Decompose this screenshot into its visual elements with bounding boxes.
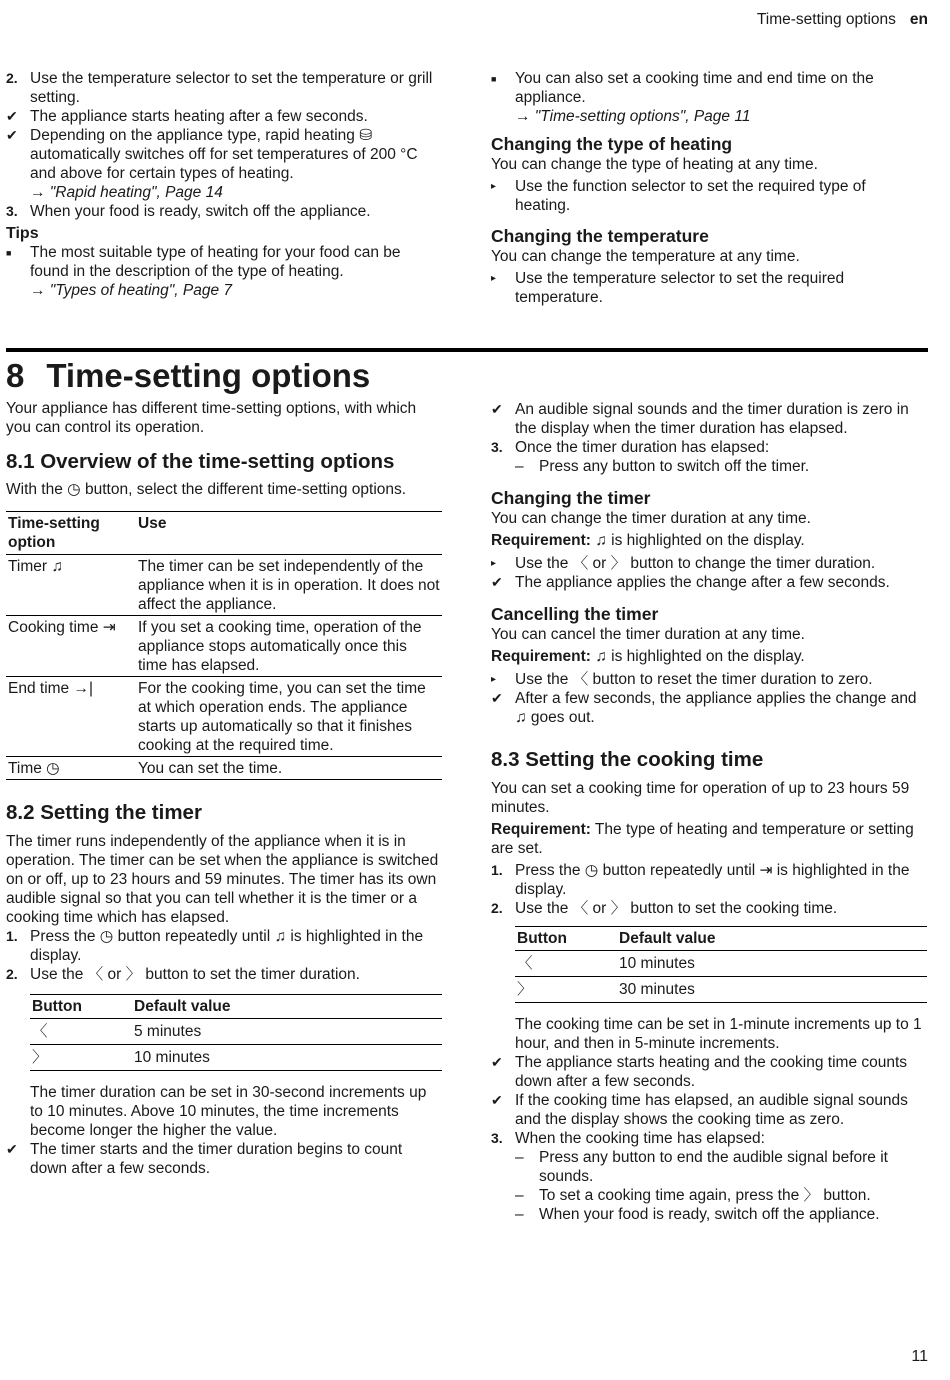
check-icon: ✔ xyxy=(491,690,503,706)
paragraph: You can change the timer duration at any time. xyxy=(491,510,811,527)
step-text: Press the ◷ button repeatedly until ♫ is highlighted in the display. xyxy=(30,928,424,964)
step-2 xyxy=(6,965,442,984)
timer-note: The timer duration can be set in 30-second increments up to 10 minutes. Above 10 minutes, the time increments become longer the higher the value. xyxy=(30,1084,427,1139)
result-item xyxy=(6,107,438,126)
step-number: 3. xyxy=(491,1130,503,1146)
section-8-3-title: 8.3 Setting the cooking time xyxy=(491,748,764,771)
heading-changing-temperature: Changing the temperature xyxy=(491,226,709,246)
arrow-icon: ▸ xyxy=(491,674,497,685)
action-item xyxy=(491,670,927,689)
heading-changing-timer: Changing the timer xyxy=(491,488,651,508)
action-text: Use the 〈 button to reset the timer duration to zero. xyxy=(515,671,873,688)
result-text: Depending on the appliance type, rapid heating ⛁ automatically switches off for set temperatures of 200 °C and above for certain types of heating. xyxy=(30,127,418,182)
cross-reference: → "Rapid heating", Page 14 xyxy=(30,184,223,201)
bullet-icon: ■ xyxy=(6,248,12,258)
dash-marker: – xyxy=(515,458,524,475)
tip-item xyxy=(6,243,438,300)
step-1 xyxy=(6,927,442,965)
tips-label: Tips xyxy=(6,225,39,242)
result-item xyxy=(491,573,927,592)
table-row xyxy=(515,977,927,1003)
result-text: If the cooking time has elapsed, an audible signal sounds and the display shows the cooking time as zero. xyxy=(515,1092,908,1128)
heading-cancelling-timer: Cancelling the timer xyxy=(491,604,659,624)
timer-default-table xyxy=(30,994,442,1071)
action-text: Use the 〈 or 〉 button to change the timer duration. xyxy=(515,555,876,572)
cooking-default-table-wrap xyxy=(491,926,927,1003)
check-icon: ✔ xyxy=(491,401,503,417)
result-item xyxy=(6,126,438,202)
step-text: When your food is ready, switch off the appliance. xyxy=(30,203,371,220)
table-row xyxy=(515,951,927,977)
top-right-column xyxy=(491,69,923,307)
sub-step-text: To set a cooking time again, press the 〉 button. xyxy=(539,1187,871,1204)
requirement-label: Requirement: xyxy=(491,821,591,838)
check-icon: ✔ xyxy=(6,108,18,124)
step-number: 1. xyxy=(491,862,503,878)
bullet-item xyxy=(491,69,923,126)
step-number: 2. xyxy=(6,966,18,982)
paragraph: You can change the temperature at any time. xyxy=(491,248,800,265)
paragraph: You can change the type of heating at any time. xyxy=(491,156,818,173)
section-8-2-title: 8.2 Setting the timer xyxy=(6,801,202,824)
table-cell: Timer ♫ xyxy=(6,555,136,616)
dash-marker: – xyxy=(515,1206,524,1223)
table-cell: If you set a cooking time, operation of the appliance stops automatically once this time has elapsed. xyxy=(136,616,442,677)
result-text: After a few seconds, the appliance applies the change and ♫ goes out. xyxy=(515,690,917,726)
table-row xyxy=(6,677,442,757)
arrow-icon: ▸ xyxy=(491,558,497,569)
sub-step xyxy=(491,1148,927,1186)
table-header: Button xyxy=(30,995,132,1019)
requirement-text: ♫ is highlighted on the display. xyxy=(590,532,805,549)
table-cell: End time →| xyxy=(6,677,136,757)
sub-step xyxy=(491,457,927,476)
section-8-1-text: With the ◷ button, select the different time-setting options. xyxy=(6,481,407,498)
dash-marker: – xyxy=(515,1187,524,1204)
cross-reference: → "Types of heating", Page 7 xyxy=(30,282,232,299)
check-icon: ✔ xyxy=(491,1092,503,1108)
section-8-1-title: 8.1 Overview of the time-setting options xyxy=(6,450,395,473)
action-item xyxy=(491,269,923,307)
step-text: Once the timer duration has elapsed: xyxy=(515,439,770,456)
chapter-title: Time-setting options xyxy=(46,357,371,394)
result-text: An audible signal sounds and the timer duration is zero in the display when the timer duration has elapsed. xyxy=(515,401,909,437)
step-text: When the cooking time has elapsed: xyxy=(515,1130,765,1147)
paragraph: You can cancel the timer duration at any time. xyxy=(491,626,805,643)
table-cell: The timer can be set independently of the appliance when it is in operation. It does not affect the appliance. xyxy=(136,555,442,616)
table-row xyxy=(30,1019,442,1045)
action-text: Use the temperature selector to set the required temperature. xyxy=(515,270,845,306)
step-text: Press the ◷ button repeatedly until ⇥ is highlighted in the display. xyxy=(515,862,910,898)
page-number: 11 xyxy=(911,1348,928,1365)
result-text: The appliance applies the change after a few seconds. xyxy=(515,574,890,591)
table-header: Default value xyxy=(617,927,927,951)
requirement-text: The type of heating and temperature or setting are set. xyxy=(491,821,914,857)
step-number: 3. xyxy=(6,203,18,219)
button-glyph: 〉 xyxy=(515,977,617,1003)
step-2 xyxy=(6,69,438,107)
header-lang: en xyxy=(909,11,928,28)
timer-default-table-wrap xyxy=(6,994,442,1071)
step-number: 2. xyxy=(491,900,503,916)
sub-step-text: When your food is ready, switch off the appliance. xyxy=(539,1206,880,1223)
result-item xyxy=(491,689,927,727)
right-column xyxy=(491,400,927,1224)
result-text: The appliance starts heating after a few seconds. xyxy=(30,108,368,125)
check-icon: ✔ xyxy=(6,127,18,143)
requirement-text: ♫ is highlighted on the display. xyxy=(590,648,805,665)
step-1 xyxy=(491,861,927,899)
result-text: The timer starts and the timer duration begins to count down after a few seconds. xyxy=(30,1141,403,1177)
cooking-note: The cooking time can be set in 1-minute increments up to 1 hour, and then in 5-minute increments. xyxy=(515,1016,922,1052)
arrow-icon: ▸ xyxy=(491,181,497,192)
chapter-heading xyxy=(6,348,928,396)
action-text: Use the function selector to set the required type of heating. xyxy=(515,178,866,214)
button-glyph: 〉 xyxy=(30,1045,132,1071)
sub-step xyxy=(491,1205,927,1224)
table-header: Default value xyxy=(132,995,442,1019)
step-3 xyxy=(6,202,438,221)
sub-step-text: Press any button to switch off the timer. xyxy=(539,458,810,475)
section-8-3-text: You can set a cooking time for operation of up to 23 hours 59 minutes. xyxy=(491,780,910,816)
table-header: Button xyxy=(515,927,617,951)
tip-text: The most suitable type of heating for your food can be found in the description of the type of heating. xyxy=(30,244,401,280)
table-row xyxy=(6,757,442,780)
step-text: Use the 〈 or 〉 button to set the cooking time. xyxy=(515,900,838,917)
table-row xyxy=(30,1045,442,1071)
step-number: 1. xyxy=(6,928,18,944)
step-text: Use the temperature selector to set the temperature or grill setting. xyxy=(30,70,433,106)
top-left-column xyxy=(6,69,438,300)
bullet-text: You can also set a cooking time and end time on the appliance. xyxy=(515,70,874,106)
table-row xyxy=(6,555,442,616)
button-glyph: 〈 xyxy=(515,951,617,977)
requirement xyxy=(491,820,927,858)
step-3 xyxy=(491,1129,927,1148)
result-text: The appliance starts heating and the cooking time counts down after a few seconds. xyxy=(515,1054,908,1090)
requirement xyxy=(491,531,927,550)
running-header xyxy=(757,10,928,29)
step-number: 3. xyxy=(491,439,503,455)
table-cell: 10 minutes xyxy=(617,951,927,977)
overview-table xyxy=(6,511,442,780)
table-header: Use xyxy=(136,512,442,555)
bullet-icon: ■ xyxy=(491,74,497,84)
sub-step-text: Press any button to end the audible signal before it sounds. xyxy=(539,1149,888,1185)
table-cell: 10 minutes xyxy=(132,1045,442,1071)
table-cell: 5 minutes xyxy=(132,1019,442,1045)
sub-step xyxy=(491,1186,927,1205)
table-cell: You can set the time. xyxy=(136,757,442,780)
action-item xyxy=(491,554,927,573)
table-header: Time-setting option xyxy=(6,512,136,555)
requirement-label: Requirement: xyxy=(491,648,591,665)
step-number: 2. xyxy=(6,70,18,86)
heading-changing-heating: Changing the type of heating xyxy=(491,134,733,154)
result-item xyxy=(6,1140,442,1178)
requirement xyxy=(491,647,927,666)
check-icon: ✔ xyxy=(6,1141,18,1157)
left-column xyxy=(6,399,442,1178)
header-title: Time-setting options xyxy=(756,11,896,28)
requirement-label: Requirement: xyxy=(491,532,591,549)
step-3 xyxy=(491,438,927,457)
check-icon: ✔ xyxy=(491,1054,503,1070)
action-item xyxy=(491,177,923,215)
table-cell: 30 minutes xyxy=(617,977,927,1003)
cross-reference: → "Time-setting options", Page 11 xyxy=(515,108,751,125)
result-item xyxy=(491,1091,927,1129)
result-item xyxy=(491,1053,927,1091)
table-row xyxy=(6,616,442,677)
intro-text: Your appliance has different time-setting options, with which you can control its operation. xyxy=(6,400,417,436)
table-cell: For the cooking time, you can set the time at which operation ends. The appliance starts up automatically so that it finishes cooking at the required time. xyxy=(136,677,442,757)
cooking-default-table xyxy=(515,926,927,1003)
step-2 xyxy=(491,899,927,918)
result-item xyxy=(491,400,927,438)
check-icon: ✔ xyxy=(491,574,503,590)
table-cell: Cooking time ⇥ xyxy=(6,616,136,677)
arrow-icon: ▸ xyxy=(491,273,497,284)
dash-marker: – xyxy=(515,1149,524,1166)
button-glyph: 〈 xyxy=(30,1019,132,1045)
table-cell: Time ◷ xyxy=(6,757,136,780)
section-8-2-text: The timer runs independently of the appliance when it is in operation. The timer can be set when the appliance is switched on or off, up to 23 hours and 59 minutes. The timer has its own audible signal so that you can tell whether it is the timer or a cooking time which has elapsed. xyxy=(6,833,439,926)
step-text: Use the 〈 or 〉 button to set the timer duration. xyxy=(30,966,360,983)
chapter-number: 8 xyxy=(6,357,25,394)
